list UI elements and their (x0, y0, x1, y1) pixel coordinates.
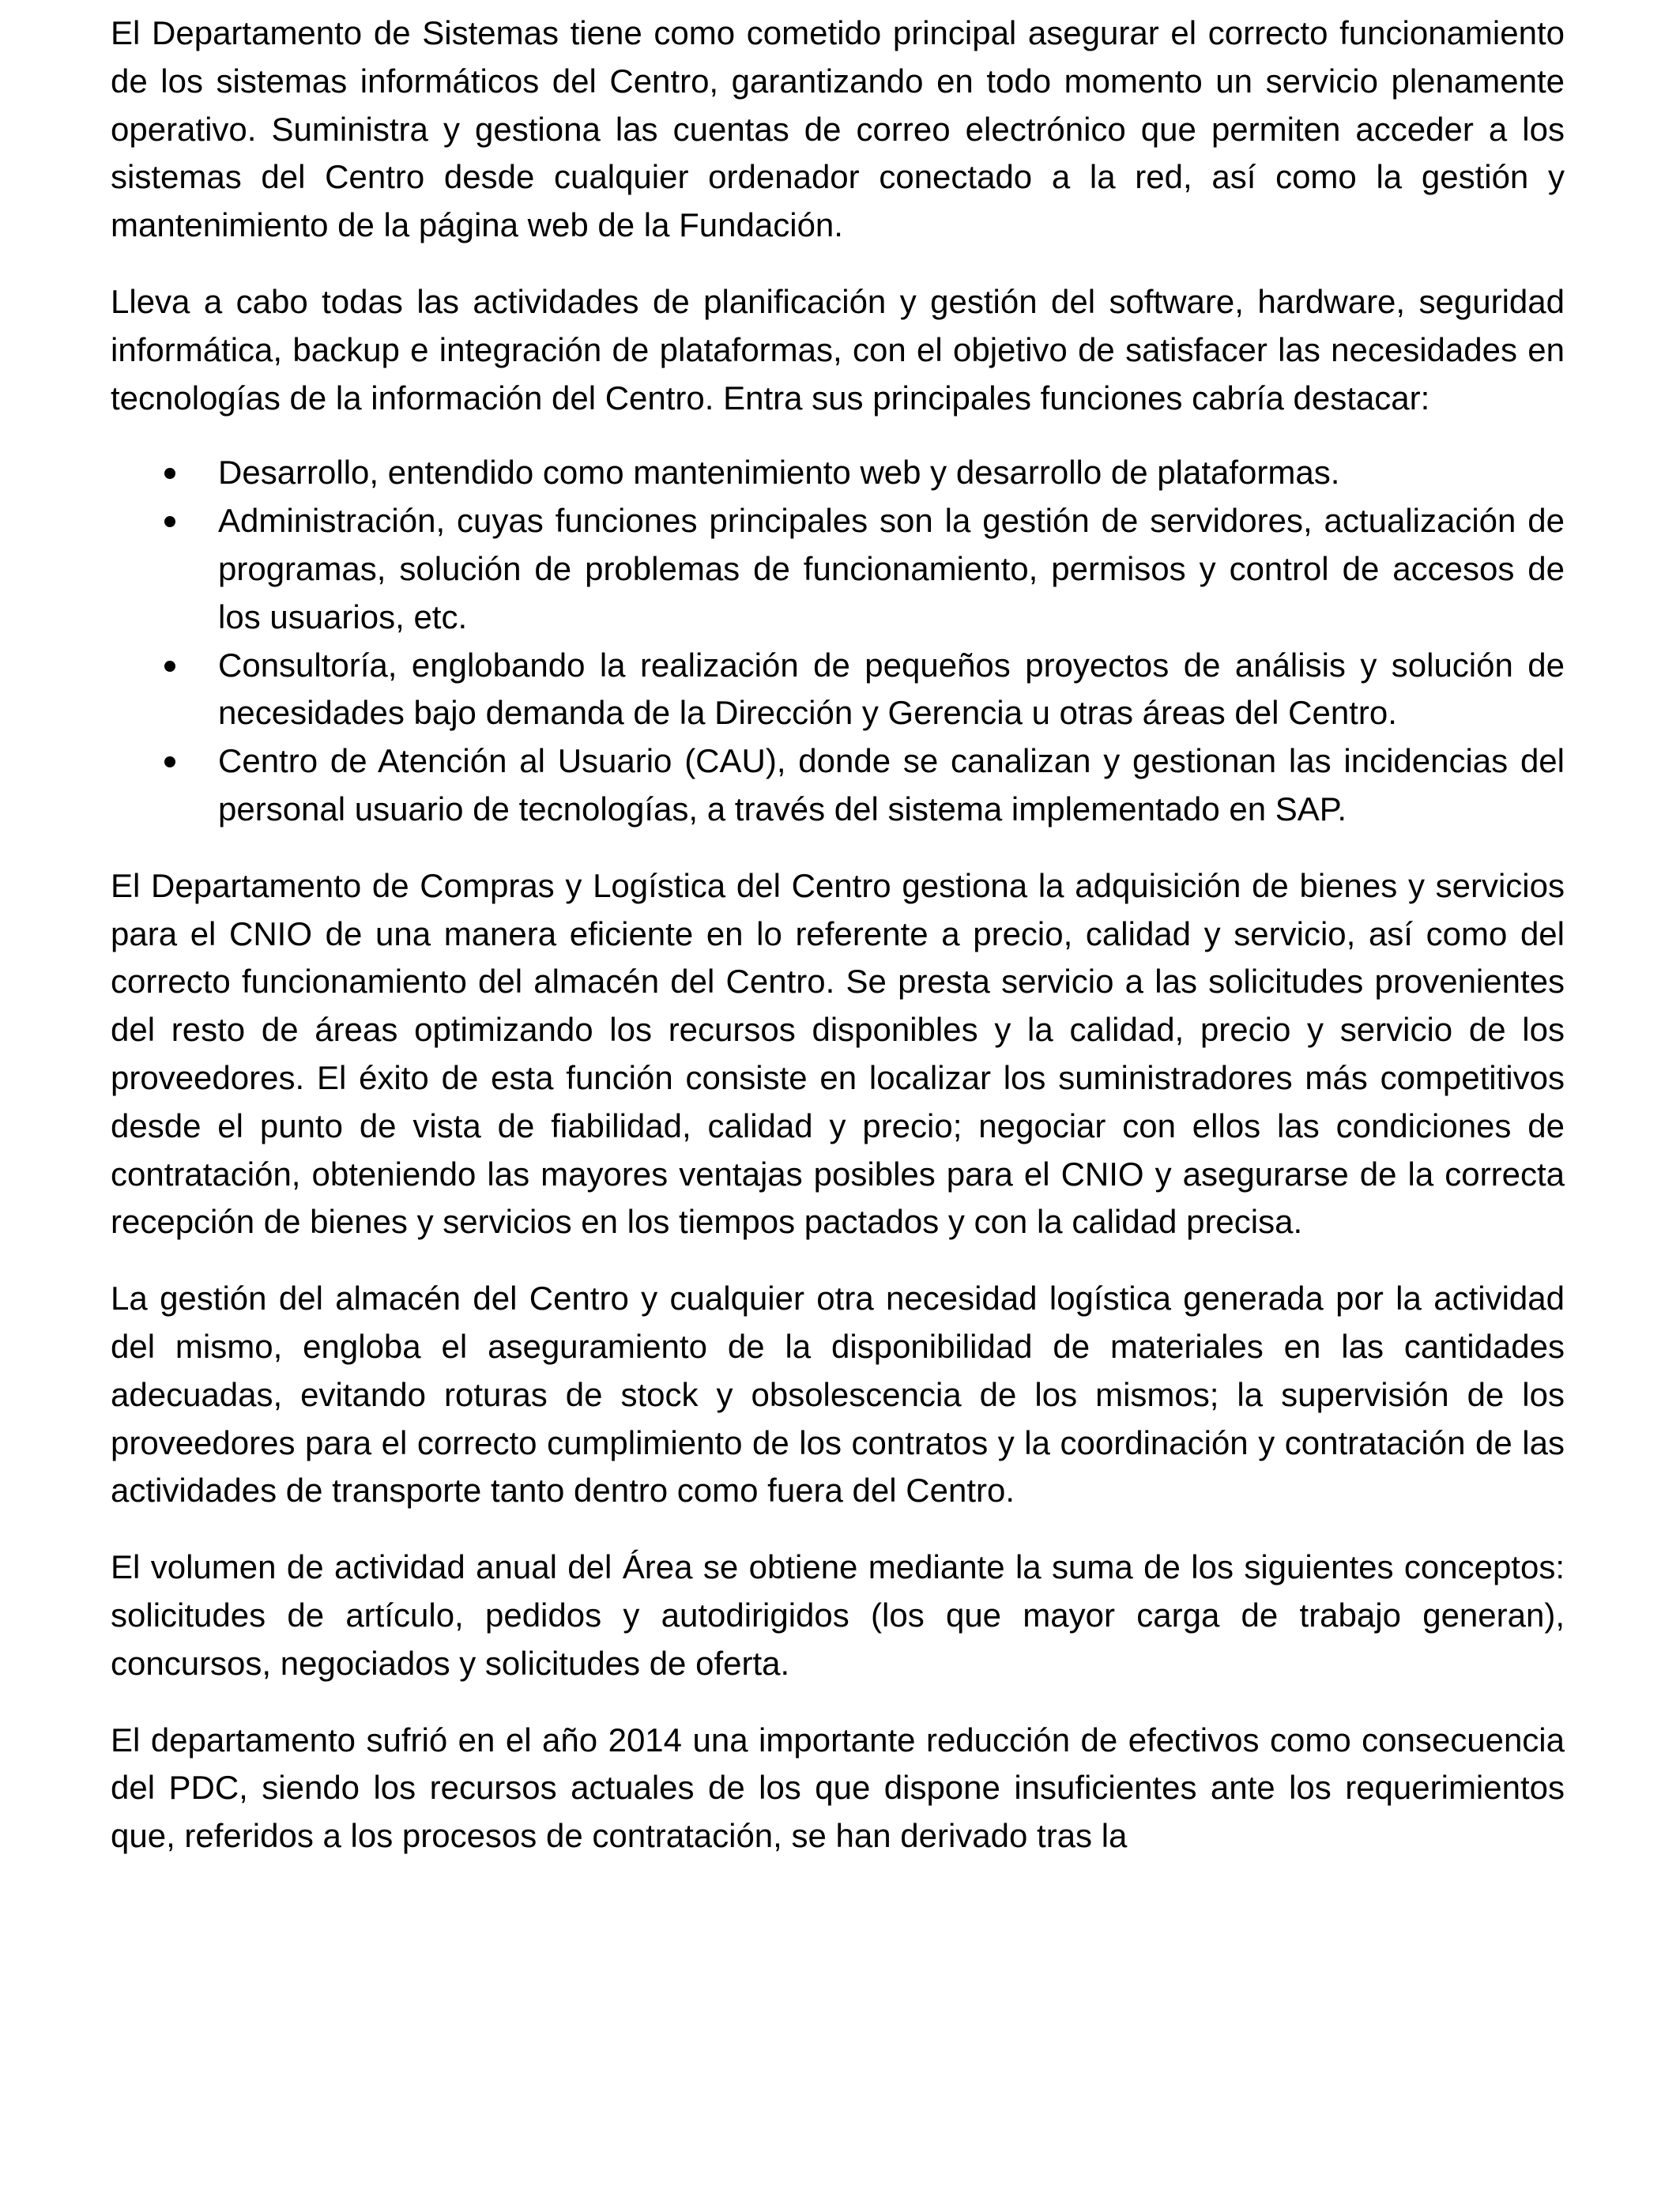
bullet-text: Administración, cuyas funciones principales son la gestión de servidores, actualización de programas, solución de problemas de funcionamiento, permisos y control de accesos de los usuarios, etc. (218, 502, 1565, 635)
bullet-item-desarrollo (111, 449, 1565, 497)
bullet-text: Consultoría, englobando la realización de pequeños proyectos de análisis y solución de necesidades bajo demanda de la Dirección y Gerencia u otras áreas del Centro. (218, 646, 1565, 732)
paragraph-volumen-actividad: El volumen de actividad anual del Área se obtiene mediante la suma de los siguientes conceptos: solicitudes de artículo, pedidos y autodirigidos (los que mayor carga de trabajo generan), concursos, negociados y solicitudes de oferta. (111, 1548, 1565, 1682)
bullet-text: Centro de Atención al Usuario (CAU), donde se canalizan y gestionan las incidencias del personal usuario de tecnologías, a través del sistema implementado en SAP. (218, 742, 1565, 827)
bullet-icon (164, 661, 175, 672)
funciones-bullet-list (111, 449, 1565, 833)
document-page (111, 9, 1565, 1889)
bullet-item-cau (111, 737, 1565, 834)
paragraph-gestion-almacen: La gestión del almacén del Centro y cualquier otra necesidad logística generada por la actividad del mismo, engloba el aseguramiento de la disponibilidad de materiales en las cantidades adecuadas, evitando roturas de stock y obsolescencia de los mismos; la supervisión de los proveedores para el correcto cumplimiento de los contratos y la coordinación y contratación de las actividades de transporte tanto dentro como fuera del Centro. (111, 1280, 1565, 1510)
bullet-icon (164, 516, 175, 527)
bullet-icon (164, 468, 175, 479)
bullet-icon (164, 756, 175, 767)
bullet-text: Desarrollo, entendido como mantenimiento web y desarrollo de plataformas. (218, 454, 1340, 492)
paragraph-compras-logistica: El Departamento de Compras y Logística del Centro gestiona la adquisición de bienes y servicios para el CNIO de una manera eficiente en lo referente a precio, calidad y servicio, así como del correcto funcionamiento del almacén del Centro. Se presta servicio a las solicitudes provenientes del resto de áreas optimizando los recursos disponibles y la calidad, precio y servicio de los proveedores. El éxito de esta función consiste en localizar los suministradores más competitivos desde el punto de vista de fiabilidad, calidad y precio; negociar con ellos las condiciones de contratación, obteniendo las mayores ventajas posibles para el CNIO y asegurarse de la correcta recepción de bienes y servicios en los tiempos pactados y con la calidad precisa. (111, 866, 1565, 1241)
paragraph-sistemas-funciones: Lleva a cabo todas las actividades de planificación y gestión del software, hardware, seguridad informática, backup e integración de plataformas, con el objetivo de satisfacer las necesidades en tecnologías de la información del Centro. Entra sus principales funciones cabría destacar: (111, 282, 1565, 417)
paragraph-sistemas-intro: El Departamento de Sistemas tiene como cometido principal asegurar el correcto funcionamiento de los sistemas informáticos del Centro, garantizando en todo momento un servicio plenamente operativo. Suministra y gestiona las cuentas de correo electrónico que permiten acceder a los sistemas del Centro desde cualquier ordenador conectado a la red, así como la gestión y mantenimiento de la página web de la Fundación. (111, 14, 1565, 244)
paragraph-reduccion-efectivos: El departamento sufrió en el año 2014 una importante reducción de efectivos como consecuencia del PDC, siendo los recursos actuales de los que dispone insuficientes ante los requerimientos que, referidos a los procesos de contratación, se han derivado tras la (111, 1721, 1565, 1855)
bullet-item-consultoria (111, 642, 1565, 738)
bullet-item-administracion (111, 497, 1565, 641)
